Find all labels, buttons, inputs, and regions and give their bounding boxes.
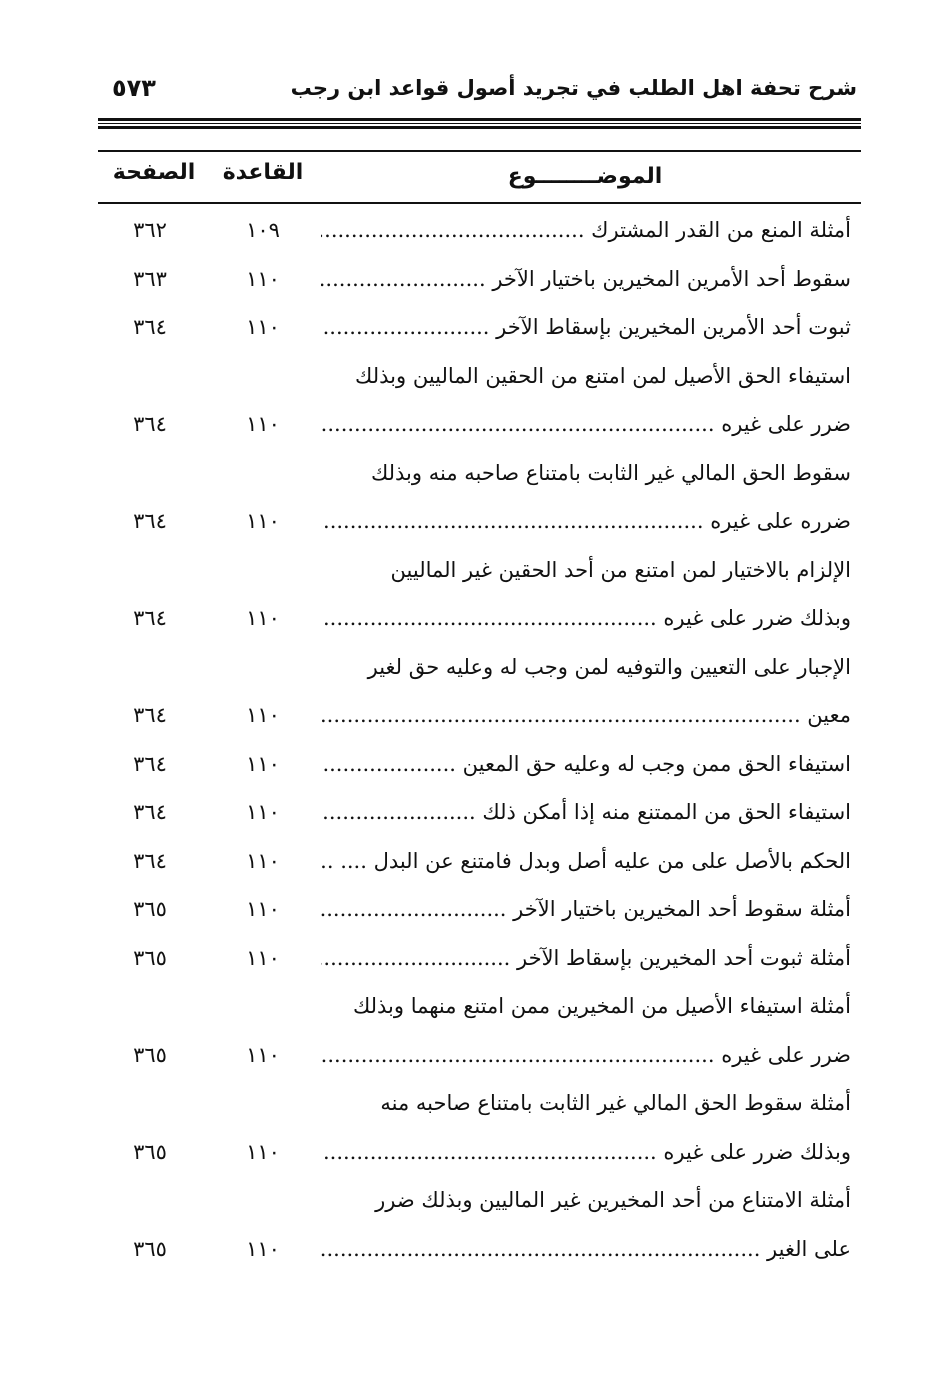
page-number: ٥٧٣ (112, 74, 156, 102)
entry-page-number: ٣٦٤ (133, 315, 167, 339)
entry-topic-line: سقوط أحد الأمرين المخيرين باختيار الآخر ..... (321, 257, 851, 301)
entry-topic-line: الإجبار على التعيين والتوفيه لمن وجب له وعليه حق لغير (367, 654, 851, 679)
column-heading-rule: القاعدة (222, 160, 304, 185)
entry-page-number: ٣٦٤ (133, 703, 167, 727)
entry-rule-number: ١١٠ (246, 945, 280, 970)
entry-topic-line: ضرر على غيره ..... (321, 402, 851, 446)
entry-page-number: ٣٦٤ (133, 800, 167, 824)
entry-topic-line: استيفاء الحق ممن وجب له وعليه حق المعين ..... (321, 742, 851, 786)
entry-topic-line: استيفاء الحق من الممتنع منه إذا أمكن ذلك ..... (321, 790, 851, 834)
entry-rule-number: ١١٠ (246, 315, 280, 339)
entry-topic-line: أمثلة استيفاء الأصيل من المخيرين ممن امتنع منهما وبذلك (352, 994, 851, 1018)
entry-rule-number: ١١٠ (246, 606, 280, 630)
entry-page-number: ٣٦٥ (133, 945, 167, 970)
entry-rule-number: ١١٠ (246, 509, 280, 533)
entry-page-number: ٣٦٥ (133, 1236, 167, 1261)
entry-topic-line: وبذلك ضرر على غيره ..... (321, 1130, 851, 1174)
entry-topic-line: على الغير ..... (321, 1227, 851, 1271)
entry-topic-line: ثبوت أحد الأمرين المخيرين بإسقاط الآخر ..... (321, 305, 851, 349)
entry-rule-number: ١١٠ (246, 1236, 280, 1261)
entry-page-number: ٣٦٣ (133, 266, 167, 291)
entry-topic-line: أمثلة ثبوت أحد المخيرين بإسقاط الآخر ..... (321, 936, 851, 980)
entry-page-number: ٣٦٤ (133, 848, 167, 873)
entry-page-number: ٣٦٥ (133, 897, 167, 921)
entry-rule-number: ١١٠ (246, 412, 280, 436)
entry-page-number: ٣٦٥ (133, 1042, 167, 1067)
entry-page-number: ٣٦٥ (133, 1139, 167, 1164)
entry-rule-number: ١١٠ (246, 266, 280, 291)
entry-page-number: ٣٦٤ (133, 412, 167, 436)
entry-rule-number: ١٠٩ (246, 218, 280, 242)
entry-page-number: ٣٦٤ (133, 606, 167, 630)
entry-page-number: ٣٦٤ (133, 509, 167, 533)
entry-topic-line: وبذلك ضرر على غيره ..... (321, 596, 851, 640)
entry-topic-line: أمثلة سقوط الحق المالي غير الثابت بامتناع صاحبه منه (380, 1091, 851, 1115)
entry-topic-line: ضرره على غيره ..... (321, 499, 851, 543)
entry-rule-number: ١١٠ (246, 1139, 280, 1164)
column-heading-topic: الموضــــــــوع (507, 164, 663, 189)
entry-rule-number: ١١٠ (246, 1042, 280, 1067)
entry-rule-number: ١١٠ (246, 897, 280, 921)
entry-topic-line: الإلزام بالاختيار لمن امتنع من أحد الحقين غير الماليين (390, 557, 851, 582)
entry-page-number: ٣٦٢ (133, 218, 167, 242)
entry-topic-line: معين ..... (321, 693, 851, 737)
entry-rule-number: ١١٠ (246, 848, 280, 873)
entry-topic-line: أمثلة سقوط أحد المخيرين باختيار الآخر ..... (321, 887, 851, 931)
running-title: شرح تحفة اهل الطلب في تجريد أصول قواعد ابن رجب (290, 76, 857, 100)
entry-topic-line: أمثلة المنع من القدر المشترك ..... (321, 208, 851, 252)
entry-rule-number: ١١٠ (246, 800, 280, 824)
entry-rule-number: ١١٠ (246, 751, 280, 776)
column-heading-page: الصفحة (112, 160, 196, 185)
entry-topic-line: أمثلة الامتناع من أحد المخيرين غير الماليين وبذلك ضرر (375, 1188, 851, 1212)
entry-topic-line: الحكم بالأصل على من عليه أصل وبدل فامتنع عن البدل .... ..... (321, 839, 851, 883)
entry-topic-line: استيفاء الحق الأصيل لمن امتنع من الحقين الماليين وبذلك (355, 363, 851, 388)
entry-topic-line: ضرر على غيره ..... (321, 1033, 851, 1077)
entry-rule-number: ١١٠ (246, 703, 280, 727)
entry-topic-line: سقوط الحق المالي غير الثابت بامتناع صاحبه منه وبذلك (370, 460, 851, 485)
entry-page-number: ٣٦٤ (133, 751, 167, 776)
